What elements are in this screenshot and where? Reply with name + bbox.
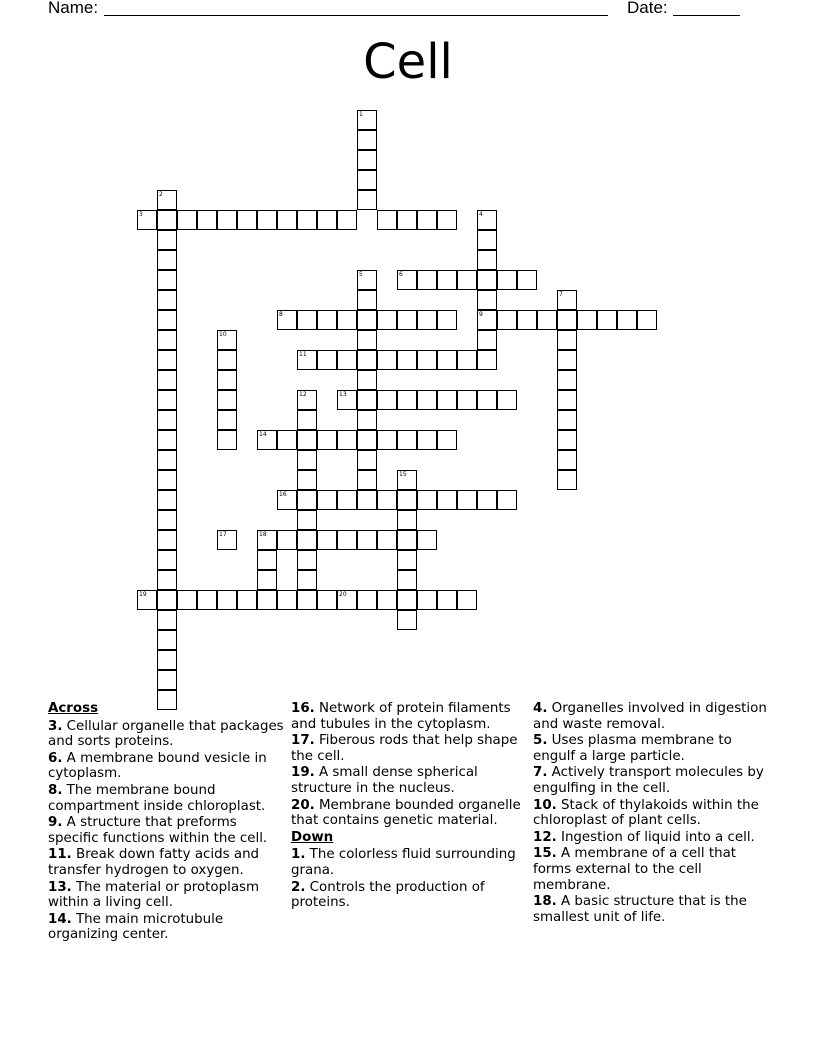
grid-cell[interactable] <box>257 530 277 550</box>
cell-number: 10 <box>219 331 227 338</box>
grid-cell[interactable] <box>357 590 377 610</box>
clue-text: A membrane bound vesicle in cytoplasm. <box>48 750 267 782</box>
grid-cell[interactable] <box>337 210 357 230</box>
clue-number: 13. <box>48 879 72 895</box>
clue-text: The colorless fluid surrounding grana. <box>291 847 516 878</box>
clue-number: 18. <box>533 894 557 910</box>
grid-cell[interactable] <box>397 550 417 570</box>
grid-cell[interactable] <box>457 390 477 410</box>
grid-cell[interactable] <box>277 530 297 550</box>
grid-cell[interactable] <box>357 410 377 430</box>
grid-cell[interactable] <box>177 590 197 610</box>
cell-number: 11 <box>299 351 307 358</box>
grid-cell[interactable] <box>357 290 377 310</box>
grid-cell[interactable] <box>217 330 237 350</box>
grid-cell[interactable] <box>377 490 397 510</box>
clue-number: 2. <box>291 879 306 895</box>
clue <box>533 733 769 764</box>
clue-number: 20. <box>291 797 315 813</box>
clue-number: 3. <box>48 718 63 734</box>
grid-cell[interactable] <box>137 590 157 610</box>
grid-cell[interactable] <box>557 470 577 490</box>
grid-cell[interactable] <box>557 410 577 430</box>
grid-cell[interactable] <box>157 210 177 230</box>
clue-number: 7. <box>533 765 548 781</box>
grid-cell[interactable] <box>157 670 177 690</box>
clue-number: 17. <box>291 733 315 749</box>
grid-cell[interactable] <box>317 490 337 510</box>
grid-cell[interactable] <box>317 210 337 230</box>
grid-cell[interactable] <box>197 210 217 230</box>
grid-cell[interactable] <box>357 190 377 210</box>
grid-cell[interactable] <box>317 530 337 550</box>
grid-cell[interactable] <box>417 430 437 450</box>
grid-cell[interactable] <box>397 270 417 290</box>
cell-number: 5 <box>359 271 363 278</box>
grid-cell[interactable] <box>397 310 417 330</box>
clue <box>291 765 527 796</box>
grid-cell[interactable] <box>297 510 317 530</box>
grid-cell[interactable] <box>297 430 317 450</box>
clue-number: 12. <box>533 829 557 845</box>
grid-cell[interactable] <box>497 270 517 290</box>
cell-number: 15 <box>399 471 407 478</box>
grid-cell[interactable] <box>397 490 417 510</box>
clue-text: Controls the production of proteins. <box>291 879 485 911</box>
grid-cell[interactable] <box>217 430 237 450</box>
clue <box>291 733 527 764</box>
down-clue-list-continued <box>533 701 769 925</box>
grid-cell[interactable] <box>297 570 317 590</box>
grid-cell[interactable] <box>177 210 197 230</box>
grid-cell[interactable] <box>357 330 377 350</box>
grid-cell[interactable] <box>297 590 317 610</box>
grid-cell[interactable] <box>557 310 577 330</box>
cell-number: 14 <box>259 431 267 438</box>
grid-cell[interactable] <box>337 310 357 330</box>
grid-cell[interactable] <box>157 270 177 290</box>
grid-cell[interactable] <box>257 430 277 450</box>
clue <box>48 751 284 782</box>
clue <box>533 894 769 925</box>
grid-cell[interactable] <box>157 570 177 590</box>
clue-text: The main microtubule organizing center. <box>48 911 224 943</box>
grid-cell[interactable] <box>357 370 377 390</box>
grid-cell[interactable] <box>277 210 297 230</box>
grid-cell[interactable] <box>437 390 457 410</box>
clue-text: Ingestion of liquid into a cell. <box>561 829 755 845</box>
grid-cell[interactable] <box>357 450 377 470</box>
clue-text: A structure that preforms specific functions within the cell. <box>48 815 268 846</box>
grid-cell[interactable] <box>477 490 497 510</box>
grid-cell[interactable] <box>377 310 397 330</box>
grid-cell[interactable] <box>397 530 417 550</box>
grid-cell[interactable] <box>317 310 337 330</box>
cell-number: 6 <box>399 271 403 278</box>
grid-cell[interactable] <box>497 310 517 330</box>
grid-cell[interactable] <box>297 550 317 570</box>
down-heading: Down <box>291 829 334 845</box>
grid-cell[interactable] <box>357 430 377 450</box>
grid-cell[interactable] <box>217 390 237 410</box>
grid-cell[interactable] <box>397 510 417 530</box>
grid-cell[interactable] <box>157 510 177 530</box>
grid-cell[interactable] <box>157 550 177 570</box>
clue <box>533 830 769 846</box>
grid-cell[interactable] <box>157 230 177 250</box>
clue <box>291 880 527 911</box>
clue-text: Actively transport molecules by engulfing in the cell. <box>533 765 764 796</box>
grid-cell[interactable] <box>437 590 457 610</box>
grid-cell[interactable] <box>237 210 257 230</box>
grid-cell[interactable] <box>277 310 297 330</box>
cell-number: 12 <box>299 391 307 398</box>
grid-cell[interactable] <box>157 350 177 370</box>
grid-cell[interactable] <box>377 210 397 230</box>
clue <box>533 798 769 829</box>
cell-number: 13 <box>339 391 347 398</box>
grid-cell[interactable] <box>637 310 657 330</box>
clue-number: 6. <box>48 750 63 766</box>
grid-cell[interactable] <box>477 230 497 250</box>
clue-column-3 <box>533 701 769 926</box>
cell-number: 9 <box>479 311 483 318</box>
grid-cell[interactable] <box>617 310 637 330</box>
grid-cell[interactable] <box>477 330 497 350</box>
grid-cell[interactable] <box>137 210 157 230</box>
grid-cell[interactable] <box>157 430 177 450</box>
cell-number: 18 <box>259 531 267 538</box>
clue-text: Cellular organelle that packages and sorts proteins. <box>48 718 284 750</box>
grid-cell[interactable] <box>197 590 217 610</box>
grid-cell[interactable] <box>257 210 277 230</box>
grid-cell[interactable] <box>357 130 377 150</box>
cell-number: 2 <box>159 191 163 198</box>
grid-cell[interactable] <box>557 390 577 410</box>
clue-text: A membrane of a cell that forms external to the cell membrane. <box>533 846 737 893</box>
grid-cell[interactable] <box>557 450 577 470</box>
grid-cell[interactable] <box>357 270 377 290</box>
grid-cell[interactable] <box>357 530 377 550</box>
grid-cell[interactable] <box>397 430 417 450</box>
clue-number: 9. <box>48 815 63 831</box>
across-heading: Across <box>48 701 99 716</box>
clue <box>291 847 527 878</box>
grid-cell[interactable] <box>417 390 437 410</box>
name-label: Name: <box>48 0 99 17</box>
grid-cell[interactable] <box>417 350 437 370</box>
grid-cell[interactable] <box>297 350 317 370</box>
clue-text: Stack of thylakoids within the chloroplast of plant cells. <box>533 797 759 829</box>
clue <box>533 701 769 732</box>
grid-cell[interactable] <box>157 490 177 510</box>
grid-cell[interactable] <box>337 350 357 370</box>
grid-cell[interactable] <box>437 270 457 290</box>
grid-cell[interactable] <box>457 490 477 510</box>
grid-cell[interactable] <box>157 590 177 610</box>
grid-cell[interactable] <box>477 210 497 230</box>
grid-cell[interactable] <box>477 290 497 310</box>
cell-number: 19 <box>139 591 147 598</box>
clue-text: Uses plasma membrane to engulf a large particle. <box>533 733 732 764</box>
grid-cell[interactable] <box>457 350 477 370</box>
grid-cell[interactable] <box>157 630 177 650</box>
grid-cell[interactable] <box>157 330 177 350</box>
grid-cell[interactable] <box>397 350 417 370</box>
clue-text: Break down fatty acids and transfer hydrogen to oxygen. <box>48 847 260 878</box>
grid-cell[interactable] <box>357 470 377 490</box>
grid-cell[interactable] <box>157 450 177 470</box>
grid-cell[interactable] <box>317 350 337 370</box>
clue <box>48 847 284 878</box>
clue <box>48 912 284 943</box>
across-clue-list-continued <box>291 701 527 829</box>
grid-cell[interactable] <box>417 490 437 510</box>
grid-cell[interactable] <box>257 570 277 590</box>
across-clue-list <box>48 719 284 943</box>
grid-cell[interactable] <box>297 470 317 490</box>
clue-number: 1. <box>291 847 306 863</box>
grid-cell[interactable] <box>297 210 317 230</box>
grid-cell[interactable] <box>217 370 237 390</box>
grid-cell[interactable] <box>417 530 437 550</box>
clue <box>533 846 769 893</box>
clue-text: The material or protoplasm within a living cell. <box>48 879 260 911</box>
clue-text: Fiberous rods that help shape the cell. <box>291 733 518 764</box>
date-label: Date: <box>627 0 668 17</box>
grid-cell[interactable] <box>297 310 317 330</box>
grid-cell[interactable] <box>357 170 377 190</box>
grid-cell[interactable] <box>157 290 177 310</box>
grid-cell[interactable] <box>377 350 397 370</box>
grid-cell[interactable] <box>557 430 577 450</box>
clue-number: 11. <box>48 847 72 863</box>
grid-cell[interactable] <box>537 310 557 330</box>
clue-column-2 <box>291 701 527 912</box>
grid-cell[interactable] <box>397 590 417 610</box>
grid-cell[interactable] <box>357 390 377 410</box>
grid-cell[interactable] <box>257 550 277 570</box>
grid-cell[interactable] <box>457 270 477 290</box>
grid-cell[interactable] <box>377 590 397 610</box>
clue-column-1 <box>48 701 284 944</box>
clue <box>48 719 284 750</box>
down-clue-list <box>291 847 527 910</box>
cell-number: 1 <box>359 111 363 118</box>
grid-cell[interactable] <box>397 210 417 230</box>
grid-cell[interactable] <box>437 490 457 510</box>
cell-number: 3 <box>139 211 143 218</box>
clue-text: Network of protein filaments and tubules in the cytoplasm. <box>291 701 511 732</box>
grid-cell[interactable] <box>597 310 617 330</box>
cell-number: 4 <box>479 211 483 218</box>
grid-cell[interactable] <box>157 410 177 430</box>
grid-cell[interactable] <box>337 530 357 550</box>
grid-cell[interactable] <box>217 210 237 230</box>
grid-cell[interactable] <box>377 430 397 450</box>
grid-cell[interactable] <box>157 390 177 410</box>
grid-cell[interactable] <box>497 390 517 410</box>
grid-cell[interactable] <box>337 390 357 410</box>
grid-cell[interactable] <box>257 590 277 610</box>
grid-cell[interactable] <box>217 410 237 430</box>
grid-cell[interactable] <box>377 390 397 410</box>
clue-number: 10. <box>533 797 557 813</box>
cell-number: 8 <box>279 311 283 318</box>
grid-cell[interactable] <box>217 590 237 610</box>
grid-cell[interactable] <box>297 390 317 410</box>
cell-number: 20 <box>339 591 347 598</box>
grid-cell[interactable] <box>217 530 237 550</box>
grid-cell[interactable] <box>277 430 297 450</box>
grid-cell[interactable] <box>397 470 417 490</box>
grid-cell[interactable] <box>157 470 177 490</box>
cell-number: 16 <box>279 491 287 498</box>
clue-text: A basic structure that is the smallest unit of life. <box>533 894 747 925</box>
grid-cell[interactable] <box>497 490 517 510</box>
grid-cell[interactable] <box>417 210 437 230</box>
grid-cell[interactable] <box>417 310 437 330</box>
clue <box>48 783 284 814</box>
clue-text: Organelles involved in digestion and waste removal. <box>533 701 767 732</box>
grid-cell[interactable] <box>317 590 337 610</box>
grid-cell[interactable] <box>337 430 357 450</box>
page-title: Cell <box>363 34 453 90</box>
grid-cell[interactable] <box>477 250 497 270</box>
grid-cell[interactable] <box>477 390 497 410</box>
grid-cell[interactable] <box>557 350 577 370</box>
grid-cell[interactable] <box>337 490 357 510</box>
grid-cell[interactable] <box>437 430 457 450</box>
grid-cell[interactable] <box>157 310 177 330</box>
grid-cell[interactable] <box>357 150 377 170</box>
grid-cell[interactable] <box>517 310 537 330</box>
grid-cell[interactable] <box>357 310 377 330</box>
clue-number: 19. <box>291 765 315 781</box>
grid-cell[interactable] <box>397 390 417 410</box>
grid-cell[interactable] <box>357 110 377 130</box>
clue-number: 8. <box>48 782 63 798</box>
grid-cell[interactable] <box>417 270 437 290</box>
clue <box>533 765 769 796</box>
grid-cell[interactable] <box>297 410 317 430</box>
grid-cell[interactable] <box>297 530 317 550</box>
clue-number: 4. <box>533 701 548 716</box>
clue-number: 5. <box>533 733 548 749</box>
grid-cell[interactable] <box>277 590 297 610</box>
grid-cell[interactable] <box>417 590 437 610</box>
grid-cell[interactable] <box>217 350 237 370</box>
clue-number: 16. <box>291 701 315 716</box>
grid-cell[interactable] <box>557 330 577 350</box>
cell-number: 7 <box>559 291 563 298</box>
clue-number: 14. <box>48 911 72 927</box>
grid-cell[interactable] <box>297 490 317 510</box>
grid-cell[interactable] <box>477 310 497 330</box>
grid-cell[interactable] <box>557 370 577 390</box>
grid-cell[interactable] <box>157 530 177 550</box>
clue <box>291 798 527 829</box>
grid-cell[interactable] <box>517 270 537 290</box>
grid-cell[interactable] <box>357 350 377 370</box>
cell-number: 17 <box>219 531 227 538</box>
grid-cell[interactable] <box>157 250 177 270</box>
grid-cell[interactable] <box>277 490 297 510</box>
clue <box>291 701 527 732</box>
grid-cell[interactable] <box>577 310 597 330</box>
grid-cell[interactable] <box>437 310 457 330</box>
grid-cell[interactable] <box>397 570 417 590</box>
grid-cell[interactable] <box>357 490 377 510</box>
grid-cell[interactable] <box>477 270 497 290</box>
grid-cell[interactable] <box>337 590 357 610</box>
grid-cell[interactable] <box>397 610 417 630</box>
clue-text: Membrane bounded organelle that contains genetic material. <box>291 797 521 829</box>
clue <box>48 815 284 846</box>
grid-cell[interactable] <box>437 350 457 370</box>
grid-cell[interactable] <box>477 350 497 370</box>
grid-cell[interactable] <box>377 530 397 550</box>
grid-cell[interactable] <box>297 450 317 470</box>
clue <box>48 880 284 911</box>
grid-cell[interactable] <box>457 590 477 610</box>
grid-cell[interactable] <box>557 290 577 310</box>
grid-cell[interactable] <box>437 210 457 230</box>
grid-cell[interactable] <box>157 370 177 390</box>
clue-number: 15. <box>533 846 557 862</box>
grid-cell[interactable] <box>237 590 257 610</box>
grid-cell[interactable] <box>317 430 337 450</box>
clue-text: A small dense spherical structure in the nucleus. <box>291 765 478 796</box>
clue-text: The membrane bound compartment inside chloroplast. <box>48 782 266 814</box>
grid-cell[interactable] <box>157 190 177 210</box>
grid-cell[interactable] <box>157 650 177 670</box>
grid-cell[interactable] <box>157 610 177 630</box>
